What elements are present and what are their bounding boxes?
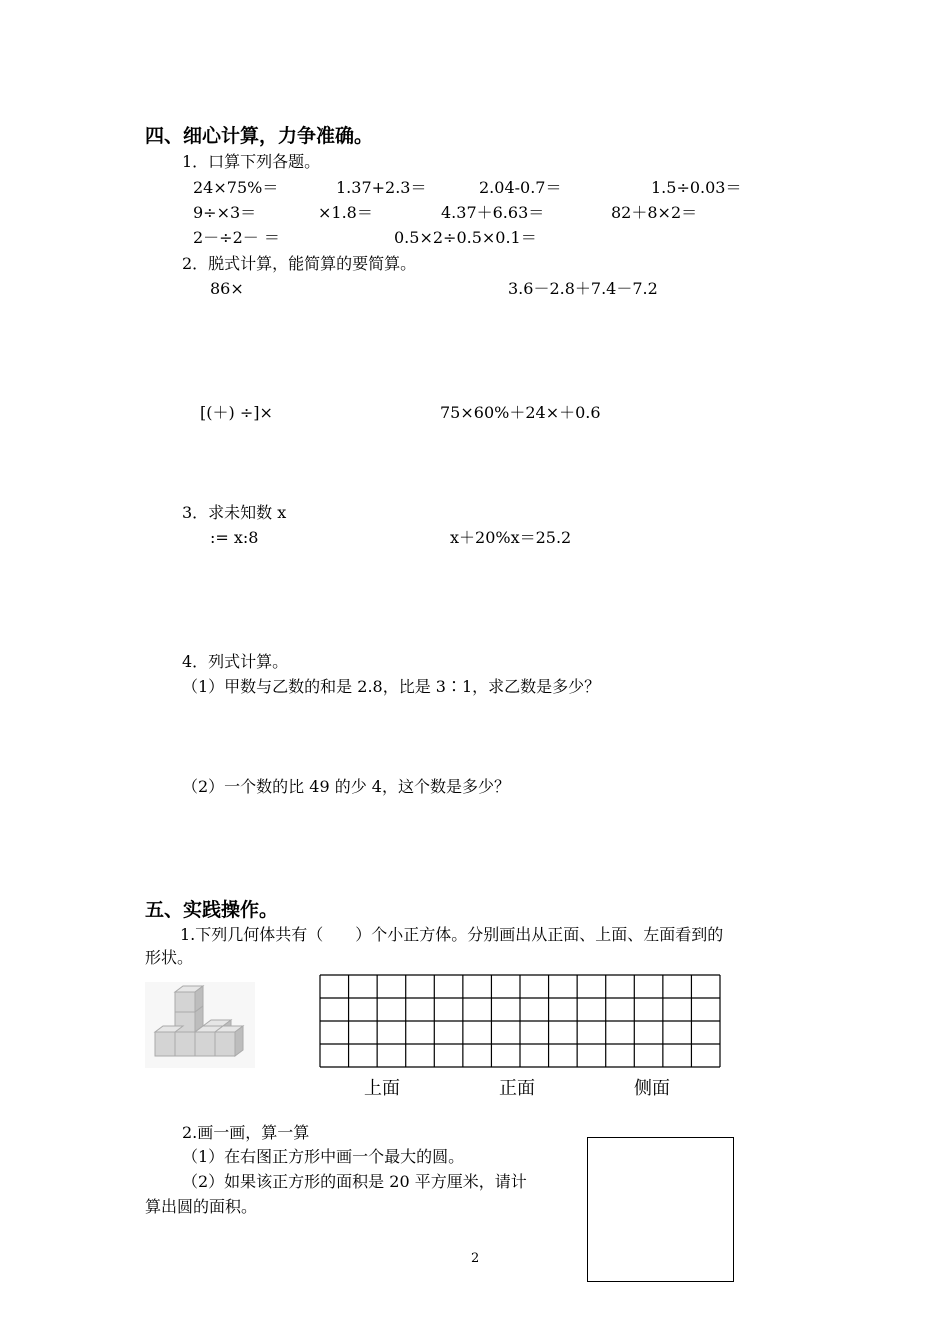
- expression-item: 3.6－2.8＋7.4－7.2: [508, 279, 658, 298]
- equation-item: x＋20%x＝25.2: [450, 528, 572, 547]
- practice-q2-title: 2.画一画，算一算: [182, 1123, 310, 1142]
- oral-calc-item: 0.5×2÷0.5×0.1＝: [394, 228, 537, 247]
- oral-calc-item: 82＋8×2＝: [611, 203, 698, 222]
- equation-item: := x:8: [210, 528, 259, 547]
- view-label-top: 上面: [364, 1078, 400, 1099]
- drawing-grid: [319, 974, 721, 1068]
- oral-calc-item: ×1.8＝: [318, 203, 373, 222]
- expression-item: [(＋) ÷]×: [200, 403, 273, 422]
- q4-title: 4．列式计算。: [182, 652, 289, 671]
- oral-calc-item: 2.04-0.7＝: [479, 178, 562, 197]
- oral-calc-item: 24×75%＝: [193, 178, 279, 197]
- practice-q2-line: （1）在右图正方形中画一个最大的圆。: [182, 1147, 465, 1166]
- cube-figure-image: [145, 982, 255, 1068]
- oral-calc-item: 1.37+2.3＝: [336, 178, 427, 197]
- word-problem: （2）一个数的比 49 的少 4，这个数是多少？: [182, 777, 510, 796]
- oral-calc-item: 1.5÷0.03＝: [651, 178, 742, 197]
- oral-calc-item: 2－÷2－ ＝: [193, 228, 280, 247]
- section-5-title: 五、实践操作。: [145, 899, 279, 921]
- practice-q1-line: 形状。: [145, 948, 194, 967]
- section-4-title: 四、细心计算，力争准确。: [145, 125, 374, 147]
- q3-title: 3．求未知数 x: [182, 503, 287, 522]
- expression-item: 75×60%＋24×＋0.6: [440, 403, 601, 422]
- oral-calc-item: 4.37＋6.63＝: [441, 203, 545, 222]
- oral-calc-item: 9÷×3＝: [193, 203, 257, 222]
- q1-title: 1．口算下列各题。: [182, 152, 321, 171]
- practice-q2-line: （2）如果该正方形的面积是 20 平方厘米，请计: [182, 1172, 527, 1191]
- word-problem: （1）甲数与乙数的和是 2.8，比是 3∶1，求乙数是多少？: [182, 677, 601, 696]
- view-label-side: 侧面: [634, 1078, 670, 1099]
- page-number: 2: [471, 1251, 480, 1266]
- expression-item: 86×: [210, 279, 244, 298]
- practice-q1-line: 1.下列几何体共有（ ）个小正方体。分别画出从正面、上面、左面看到的: [180, 925, 724, 944]
- practice-q2-line: 算出圆的面积。: [145, 1197, 258, 1216]
- view-label-front: 正面: [499, 1078, 535, 1099]
- drawing-square: [587, 1137, 734, 1282]
- q2-title: 2．脱式计算，能简算的要简算。: [182, 254, 417, 273]
